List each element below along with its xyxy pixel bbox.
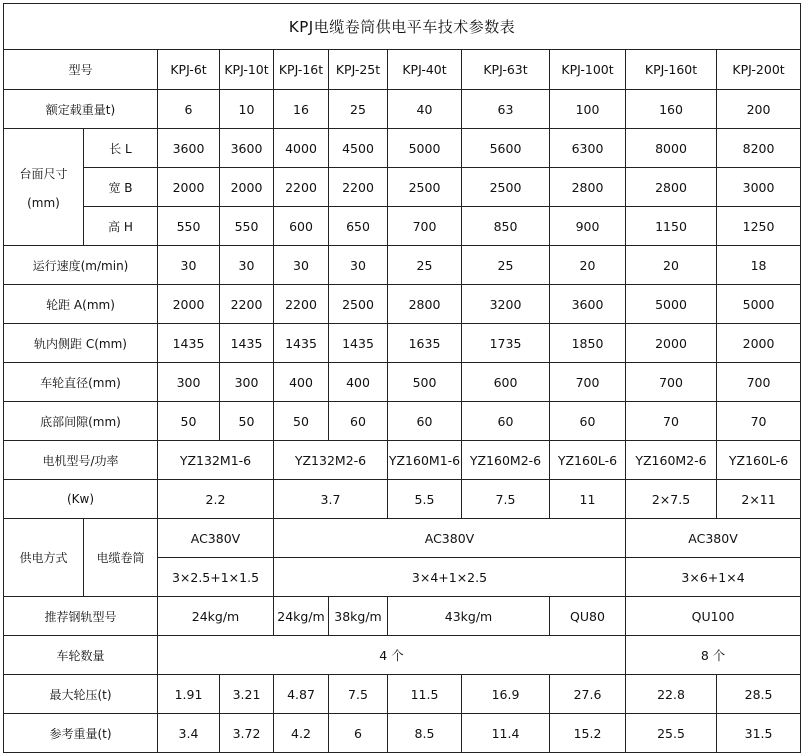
cell: KPJ-16t bbox=[274, 50, 329, 90]
cell: 6 bbox=[329, 714, 388, 753]
max-wheel-pressure-row bbox=[4, 675, 801, 714]
motor-model-row bbox=[4, 441, 801, 480]
cell: 60 bbox=[550, 402, 626, 441]
cell: 5000 bbox=[388, 129, 462, 168]
cell: 650 bbox=[329, 207, 388, 246]
cell: 50 bbox=[220, 402, 274, 441]
cell: 60 bbox=[462, 402, 550, 441]
cell: 8200 bbox=[717, 129, 801, 168]
row-label-gauge: 轨内侧距 C(mm) bbox=[4, 324, 158, 363]
cell: 70 bbox=[717, 402, 801, 441]
row-label-speed: 运行速度(m/min) bbox=[4, 246, 158, 285]
cell: 63 bbox=[462, 90, 550, 129]
model-row bbox=[4, 50, 801, 90]
cell: 7.5 bbox=[462, 480, 550, 519]
cell: 850 bbox=[462, 207, 550, 246]
cell: 700 bbox=[388, 207, 462, 246]
cell: 3600 bbox=[220, 129, 274, 168]
cell: 3.7 bbox=[274, 480, 388, 519]
cell: KPJ-25t bbox=[329, 50, 388, 90]
row-label-clearance: 底部间隙(mm) bbox=[4, 402, 158, 441]
cell: 30 bbox=[274, 246, 329, 285]
motor-power-row bbox=[4, 480, 801, 519]
cell: 4.2 bbox=[274, 714, 329, 753]
cell: QU100 bbox=[626, 597, 801, 636]
cell: 2×7.5 bbox=[626, 480, 717, 519]
cell: 2000 bbox=[626, 324, 717, 363]
cell: 25 bbox=[329, 90, 388, 129]
cell: 1850 bbox=[550, 324, 626, 363]
cell: 20 bbox=[626, 246, 717, 285]
cell: YZ160L-6 bbox=[717, 441, 801, 480]
cell: KPJ-40t bbox=[388, 50, 462, 90]
cell: AC380V bbox=[158, 519, 274, 558]
cell: 700 bbox=[717, 363, 801, 402]
cell: 38kg/m bbox=[329, 597, 388, 636]
row-label-motor-unit: (Kw) bbox=[4, 480, 158, 519]
cell: 5.5 bbox=[388, 480, 462, 519]
width-row bbox=[4, 168, 801, 207]
cell: 160 bbox=[626, 90, 717, 129]
cell: 600 bbox=[274, 207, 329, 246]
cell: 1250 bbox=[717, 207, 801, 246]
cell: KPJ-10t bbox=[220, 50, 274, 90]
cell: 24kg/m bbox=[274, 597, 329, 636]
cell: 1735 bbox=[462, 324, 550, 363]
cell: 2800 bbox=[626, 168, 717, 207]
cell: 43kg/m bbox=[388, 597, 550, 636]
load-row bbox=[4, 90, 801, 129]
cell: 2500 bbox=[329, 285, 388, 324]
speed-row bbox=[4, 246, 801, 285]
cell: 30 bbox=[220, 246, 274, 285]
power-voltage-row bbox=[4, 519, 801, 558]
cell: 15.2 bbox=[550, 714, 626, 753]
row-label-ref-weight: 参考重量(t) bbox=[4, 714, 158, 753]
cell: 4000 bbox=[274, 129, 329, 168]
cell: 30 bbox=[329, 246, 388, 285]
cell: 600 bbox=[462, 363, 550, 402]
cell: 27.6 bbox=[550, 675, 626, 714]
cell: 2×11 bbox=[717, 480, 801, 519]
cell: 500 bbox=[388, 363, 462, 402]
cell: 3000 bbox=[717, 168, 801, 207]
cell: 10 bbox=[220, 90, 274, 129]
cell: 5000 bbox=[626, 285, 717, 324]
cell: 60 bbox=[388, 402, 462, 441]
row-label-wheel-diameter: 车轮直径(mm) bbox=[4, 363, 158, 402]
cell: 2200 bbox=[329, 168, 388, 207]
cell: 7.5 bbox=[329, 675, 388, 714]
spec-table bbox=[3, 3, 801, 753]
length-row bbox=[4, 129, 801, 168]
cell: 20 bbox=[550, 246, 626, 285]
cell: YZ132M1-6 bbox=[158, 441, 274, 480]
cell: 16 bbox=[274, 90, 329, 129]
cell: 400 bbox=[329, 363, 388, 402]
row-label-wheelbase: 轮距 A(mm) bbox=[4, 285, 158, 324]
cell: 3×4+1×2.5 bbox=[274, 558, 626, 597]
cell: KPJ-6t bbox=[158, 50, 220, 90]
cell: 6300 bbox=[550, 129, 626, 168]
cell: 300 bbox=[220, 363, 274, 402]
cell: 700 bbox=[550, 363, 626, 402]
cell: KPJ-200t bbox=[717, 50, 801, 90]
cell: 3600 bbox=[158, 129, 220, 168]
cell: YZ160M2-6 bbox=[462, 441, 550, 480]
sub-label-cable-reel: 电缆卷筒 bbox=[84, 519, 158, 597]
cell: YZ132M2-6 bbox=[274, 441, 388, 480]
cell: 8000 bbox=[626, 129, 717, 168]
cell: 2200 bbox=[274, 168, 329, 207]
cell: 100 bbox=[550, 90, 626, 129]
cell: 40 bbox=[388, 90, 462, 129]
cell: QU80 bbox=[550, 597, 626, 636]
cell: YZ160L-6 bbox=[550, 441, 626, 480]
cell: 25 bbox=[388, 246, 462, 285]
cell: 200 bbox=[717, 90, 801, 129]
sub-label-length: 长 L bbox=[84, 129, 158, 168]
cell: AC380V bbox=[626, 519, 801, 558]
cell: 60 bbox=[329, 402, 388, 441]
cell: 30 bbox=[158, 246, 220, 285]
wheel-diameter-row bbox=[4, 363, 801, 402]
row-label-max-wheel-pressure: 最大轮压(t) bbox=[4, 675, 158, 714]
cell: 8 个 bbox=[626, 636, 801, 675]
table-size-label-line2: (mm) bbox=[27, 195, 60, 210]
cell: 550 bbox=[158, 207, 220, 246]
cell: 1635 bbox=[388, 324, 462, 363]
cell: 3.21 bbox=[220, 675, 274, 714]
cell: 400 bbox=[274, 363, 329, 402]
cell: 3.72 bbox=[220, 714, 274, 753]
wheel-count-row bbox=[4, 636, 801, 675]
cell: 550 bbox=[220, 207, 274, 246]
rail-row bbox=[4, 597, 801, 636]
cell: KPJ-160t bbox=[626, 50, 717, 90]
cell: 25.5 bbox=[626, 714, 717, 753]
cell: 3200 bbox=[462, 285, 550, 324]
cell: 70 bbox=[626, 402, 717, 441]
cell: 3×2.5+1×1.5 bbox=[158, 558, 274, 597]
title-row bbox=[4, 4, 801, 50]
cell: 1435 bbox=[274, 324, 329, 363]
cell: 11 bbox=[550, 480, 626, 519]
cell: 28.5 bbox=[717, 675, 801, 714]
row-label-model: 型号 bbox=[4, 50, 158, 90]
cell: 2800 bbox=[550, 168, 626, 207]
cell: 24kg/m bbox=[158, 597, 274, 636]
cell: YZ160M1-6 bbox=[388, 441, 462, 480]
cell: 1.91 bbox=[158, 675, 220, 714]
cell: 1150 bbox=[626, 207, 717, 246]
wheelbase-row bbox=[4, 285, 801, 324]
cell: 3600 bbox=[550, 285, 626, 324]
cell: 50 bbox=[274, 402, 329, 441]
cell: 1435 bbox=[329, 324, 388, 363]
cell: YZ160M2-6 bbox=[626, 441, 717, 480]
row-label-power-supply: 供电方式 bbox=[4, 519, 84, 597]
cell: 900 bbox=[550, 207, 626, 246]
cell: 2500 bbox=[462, 168, 550, 207]
cell: AC380V bbox=[274, 519, 626, 558]
cell: 25 bbox=[462, 246, 550, 285]
cell: 2200 bbox=[274, 285, 329, 324]
cell: 1435 bbox=[220, 324, 274, 363]
cell: 18 bbox=[717, 246, 801, 285]
row-label-motor: 电机型号/功率 bbox=[4, 441, 158, 480]
cell: 11.5 bbox=[388, 675, 462, 714]
cell: 700 bbox=[626, 363, 717, 402]
cell: KPJ-63t bbox=[462, 50, 550, 90]
cell: 8.5 bbox=[388, 714, 462, 753]
cell: 1435 bbox=[158, 324, 220, 363]
cell: 22.8 bbox=[626, 675, 717, 714]
cell: 4500 bbox=[329, 129, 388, 168]
cell: 2800 bbox=[388, 285, 462, 324]
table-title: KPJ电缆卷筒供电平车技术参数表 bbox=[4, 4, 801, 50]
cell: 5600 bbox=[462, 129, 550, 168]
clearance-row bbox=[4, 402, 801, 441]
row-label-wheel-count: 车轮数量 bbox=[4, 636, 158, 675]
cell: 2000 bbox=[158, 168, 220, 207]
cell: KPJ-100t bbox=[550, 50, 626, 90]
cell: 2000 bbox=[220, 168, 274, 207]
cell: 2500 bbox=[388, 168, 462, 207]
cell: 4 个 bbox=[158, 636, 626, 675]
row-label-table-size bbox=[4, 129, 84, 246]
row-label-load: 额定载重量t) bbox=[4, 90, 158, 129]
ref-weight-row bbox=[4, 714, 801, 753]
cell: 3.4 bbox=[158, 714, 220, 753]
cell: 50 bbox=[158, 402, 220, 441]
height-row bbox=[4, 207, 801, 246]
cell: 16.9 bbox=[462, 675, 550, 714]
cell: 11.4 bbox=[462, 714, 550, 753]
sub-label-width: 宽 B bbox=[84, 168, 158, 207]
cell: 2200 bbox=[220, 285, 274, 324]
cell: 2000 bbox=[717, 324, 801, 363]
sub-label-height: 高 H bbox=[84, 207, 158, 246]
cell: 5000 bbox=[717, 285, 801, 324]
cell: 3×6+1×4 bbox=[626, 558, 801, 597]
cell: 2.2 bbox=[158, 480, 274, 519]
cell: 4.87 bbox=[274, 675, 329, 714]
gauge-row bbox=[4, 324, 801, 363]
cell: 2000 bbox=[158, 285, 220, 324]
cell: 300 bbox=[158, 363, 220, 402]
cell: 31.5 bbox=[717, 714, 801, 753]
table-size-label-line1: 台面尺寸 bbox=[19, 166, 68, 181]
cell: 6 bbox=[158, 90, 220, 129]
row-label-rail: 推荐钢轨型号 bbox=[4, 597, 158, 636]
